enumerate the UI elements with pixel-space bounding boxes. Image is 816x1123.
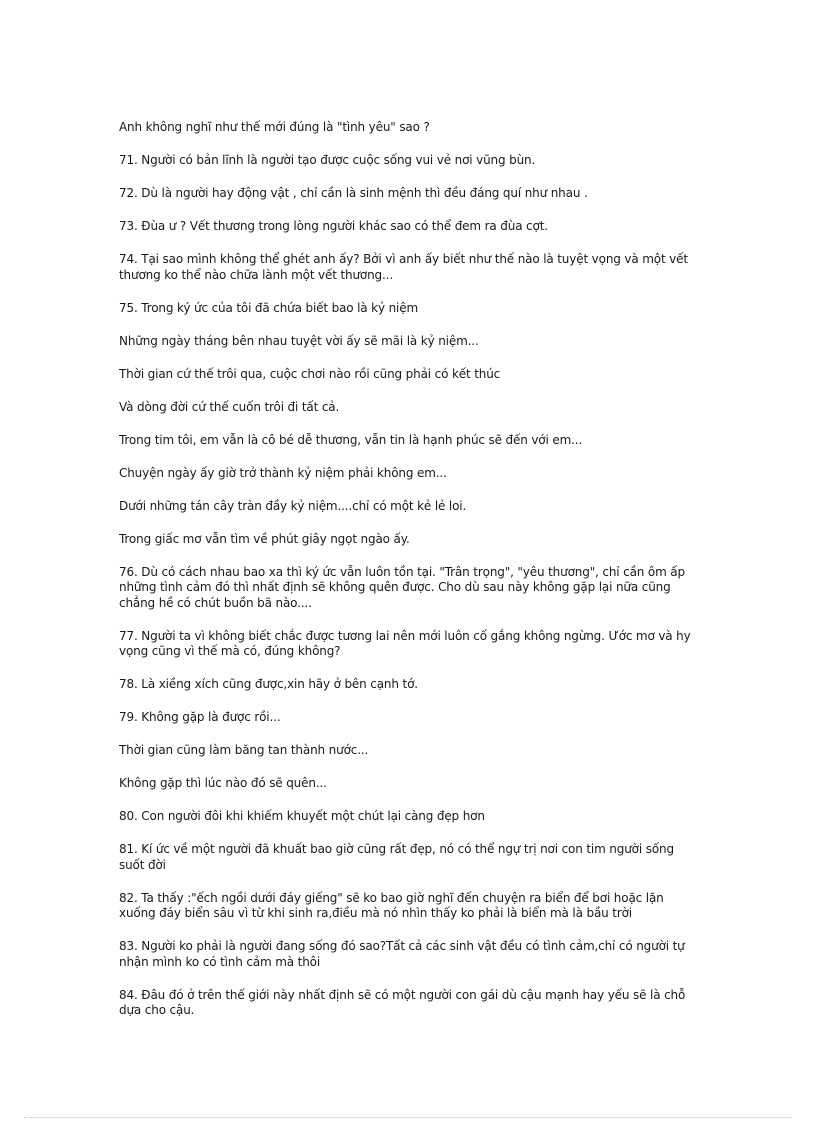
paragraph: Anh không nghĩ như thế mới đúng là "tình yêu" sao ? xyxy=(119,120,430,134)
paragraph: Những ngày tháng bên nhau tuyệt vời ấy sẽ mãi là kỷ niệm... xyxy=(119,333,479,348)
paragraph: 75. Trong ký ức của tôi đã chứa biết bao là kỷ niệm xyxy=(119,300,419,315)
paragraph: Và dòng đời cứ thế cuốn trôi đi tất cả. xyxy=(119,399,340,414)
paragraph: 83. Người ko phải là người đang sống đó sao?Tất cả các sinh vật đều có tình cảm,chỉ có người tự nhận mình ko có tình cảm mà thôi xyxy=(119,939,685,969)
paragraph: 81. Kí ức về một người đã khuất bao giờ cũng rất đẹp, nó có thể ngự trị nơi con tim người sống suốt đời xyxy=(119,842,674,872)
paragraph: 76. Dù có cách nhau bao xa thì ký ức vẫn luôn tồn tại. "Trân trọng", "yêu thương", chỉ cần ôm ấp những tình cảm đó thì nhất định sẽ không quên được. Cho dù sau này không gặp lại nữa cũng chẳng hề có chút buồn bã nào.... xyxy=(119,564,685,610)
paragraph: Trong tim tôi, em vẫn là cô bé dễ thương, vẫn tin là hạnh phúc sẽ đến với em... xyxy=(119,432,583,447)
paragraph: 74. Tại sao mình không thể ghét anh ấy? Bởi vì anh ấy biết như thế nào là tuyệt vọng và một vết thương ko thể nào chữa lành một vết thương... xyxy=(119,252,688,282)
paragraph: 73. Đùa ư ? Vết thương trong lòng người khác sao có thể đem ra đùa cợt. xyxy=(119,219,548,233)
paragraph: Thời gian cứ thế trôi qua, cuộc chơi nào rồi cũng phải có kết thúc xyxy=(119,366,501,381)
paragraph: 71. Người có bản lĩnh là người tạo được cuộc sống vui vẻ nơi vũng bùn. xyxy=(119,153,536,167)
paragraph: 80. Con người đôi khi khiếm khuyết một chút lại càng đẹp hơn xyxy=(119,809,485,823)
paragraph: Dưới những tán cây tràn đầy kỷ niệm....chỉ có một kẻ lẻ loi. xyxy=(119,498,467,513)
page-bottom-divider xyxy=(24,1117,792,1118)
paragraph: Thời gian cũng làm băng tan thành nước... xyxy=(119,743,369,757)
document-body xyxy=(119,120,699,1036)
paragraph: 72. Dù là người hay động vật , chỉ cần là sinh mệnh thì đều đáng quí như nhau . xyxy=(119,186,588,200)
paragraph: 78. Là xiềng xích cũng được,xin hãy ở bên cạnh tớ. xyxy=(119,677,418,691)
paragraph: 79. Không gặp là được rồi... xyxy=(119,710,281,724)
paragraph: 77. Người ta vì không biết chắc được tương lai nên mới luôn cố gắng không ngừng. Ước mơ và hy vọng cũng vì thế mà có, đúng không? xyxy=(119,628,691,658)
paragraph: Chuyện ngày ấy giờ trở thành kỷ niệm phải không em... xyxy=(119,465,447,480)
paragraph: 84. Đâu đó ở trên thế giới này nhất định sẽ có một người con gái dù cậu mạnh hay yếu sẽ là chỗ dựa cho cậu. xyxy=(119,987,686,1017)
paragraph: Trong giấc mơ vẫn tìm về phút giây ngọt ngào ấy. xyxy=(119,531,410,546)
paragraph: Không gặp thì lúc nào đó sẽ quên... xyxy=(119,776,327,790)
paragraph: 82. Ta thấy :"ếch ngồi dưới đáy giếng" sẽ ko bao giờ nghĩ đến chuyện ra biển để bơi hoặc lặn xuống đáy biển sâu vì từ khi sinh ra,điều mà nó nhìn thấy ko phải là biển mà là bầu trời xyxy=(119,890,664,920)
